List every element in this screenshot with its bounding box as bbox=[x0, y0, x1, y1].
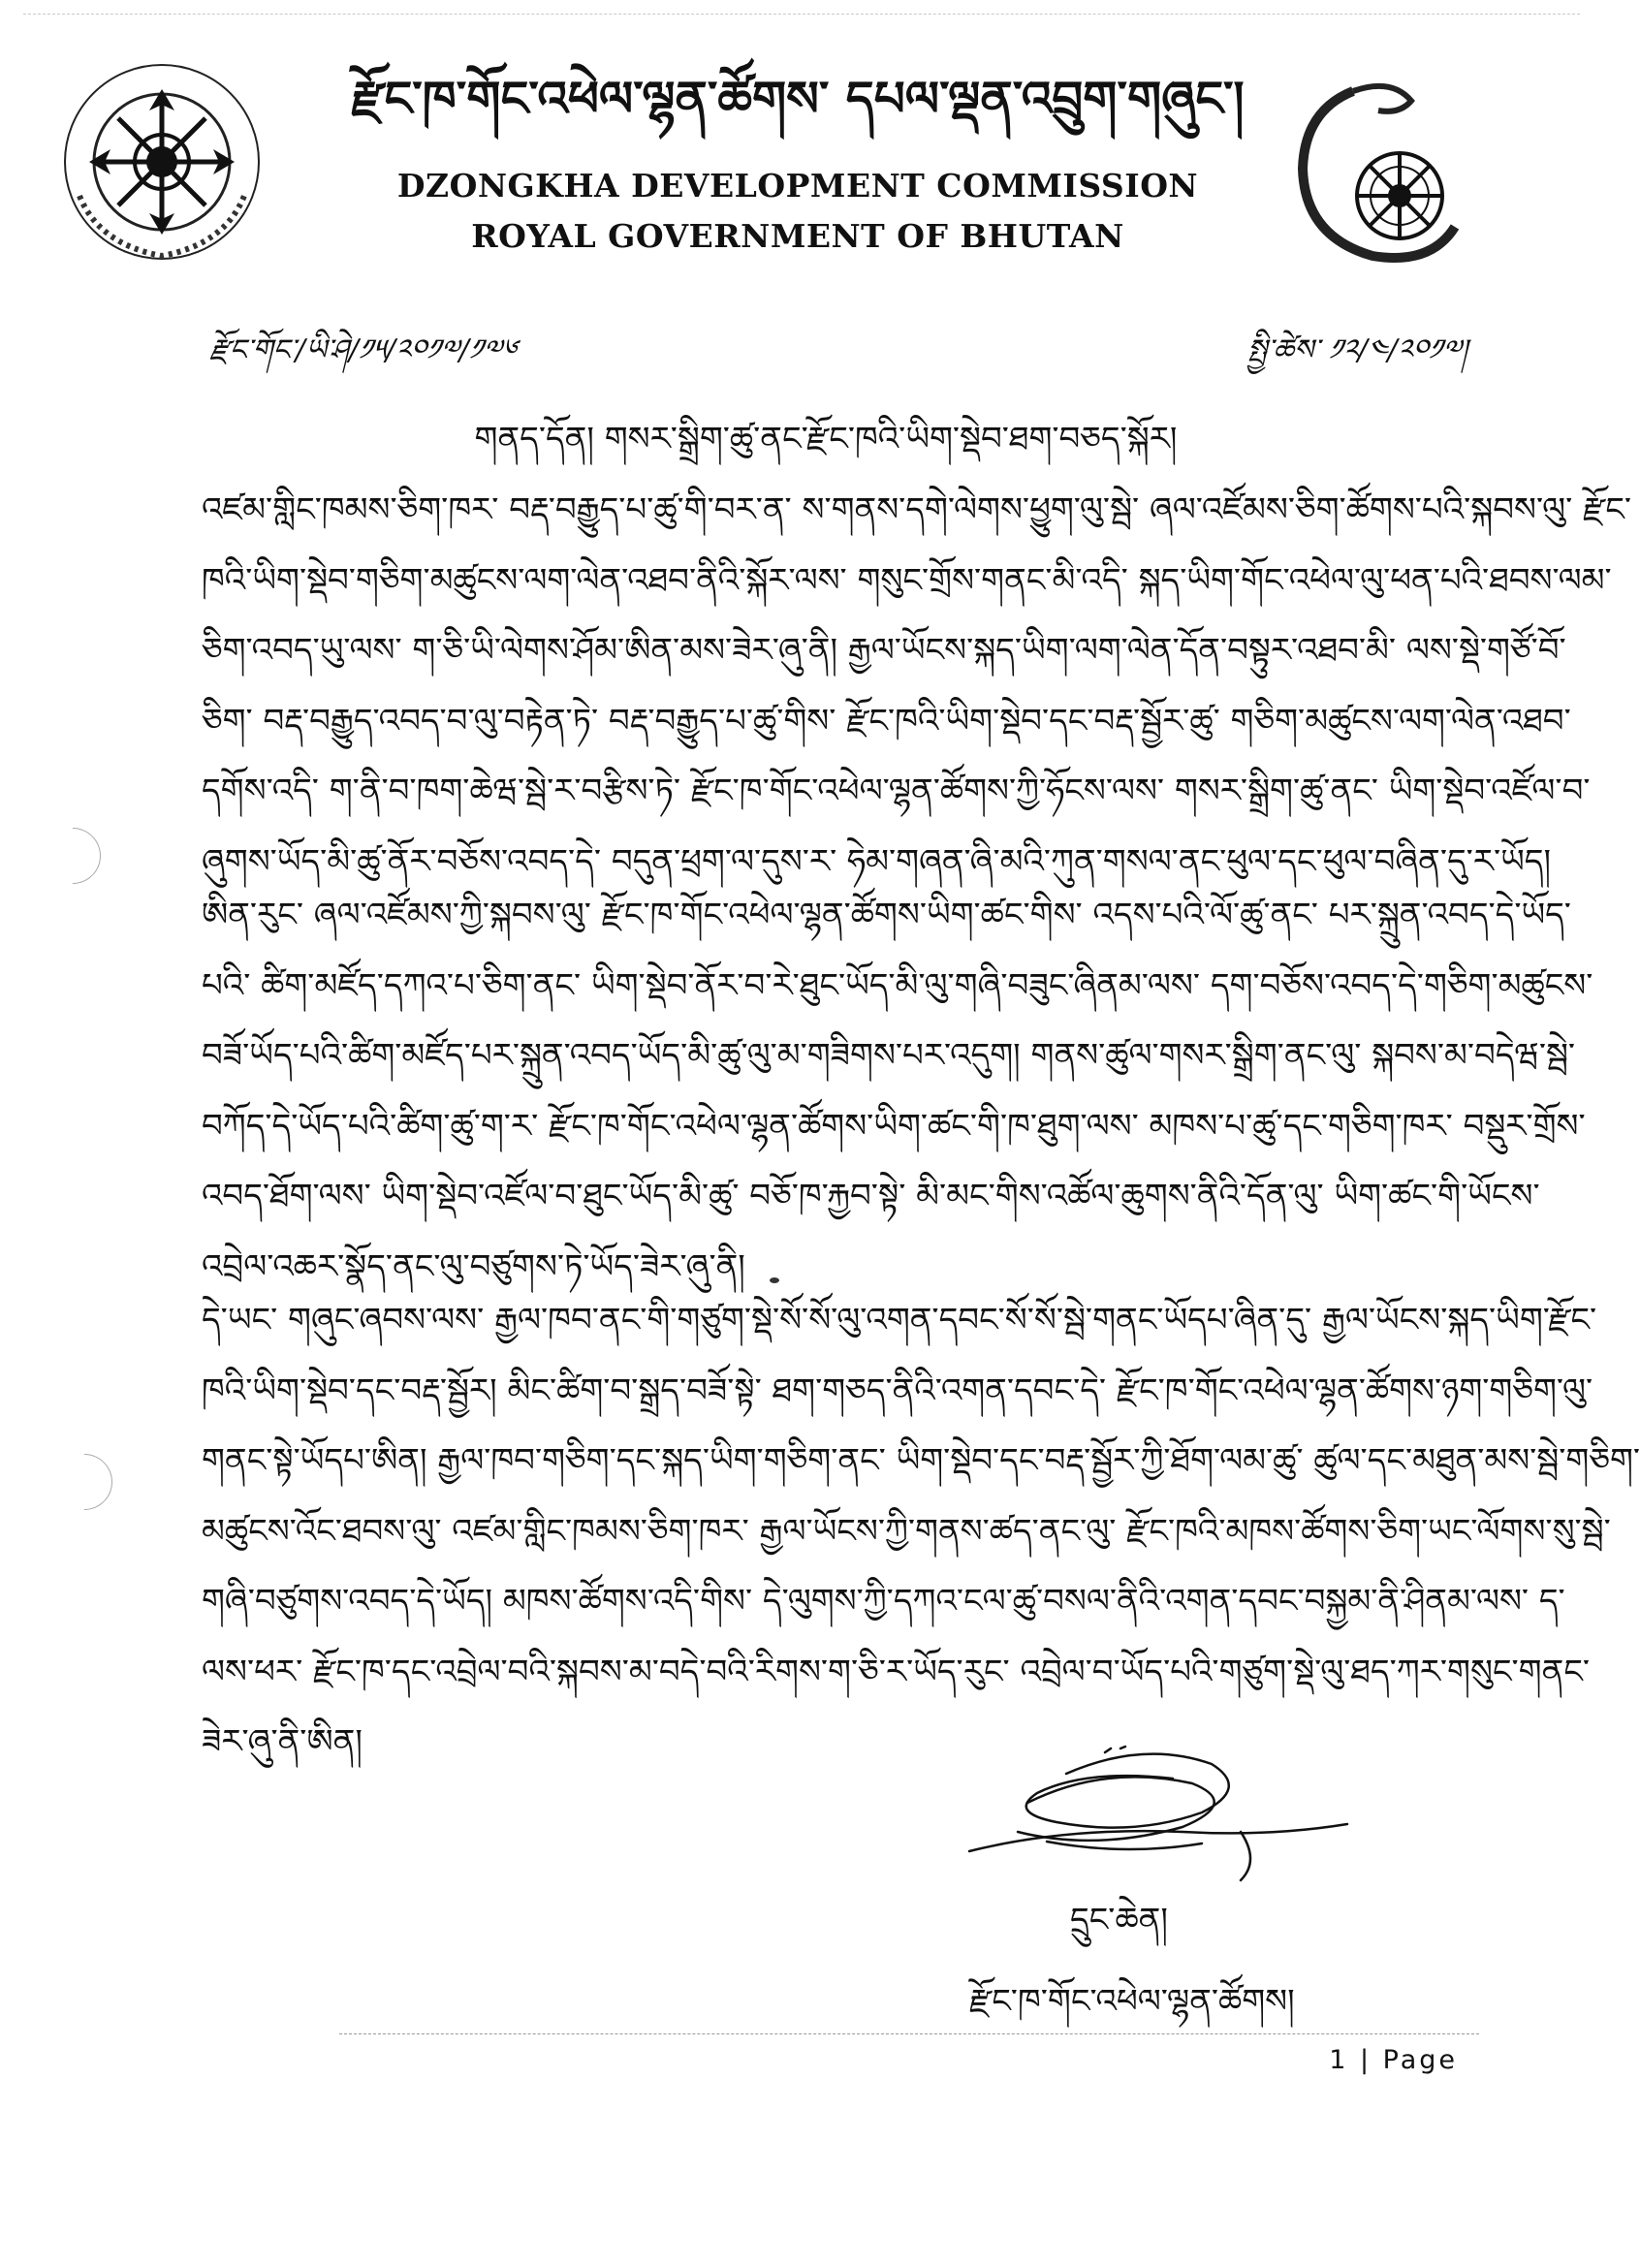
paragraph-line: ཅིག་ བརྡ་བརྒྱུད་འབད་བ་ལུ་བརྟེན་ཏེ་ བརྡ་བརྒྱུད་པ་ཚུ་གིས་ རྫོང་ཁའི་ཡིག་སྡེབ་དང་བརྡ་སྦྱོར་ཚུ་ གཅིག་མཚུངས་ལག་ལེན་འཐབ་ bbox=[202, 701, 1571, 740]
letterhead-org-name: DZONGKHA DEVELOPMENT COMMISSION bbox=[396, 167, 1199, 205]
letter-subject: གནད་དོན། གསར་སྒྲིག་ཚུ་ནང་རྫོང་ཁའི་ཡིག་སྡེབ་ཐག་བཅད་སྐོར། bbox=[474, 420, 1178, 458]
paragraph-line: བཀོད་དེ་ཡོད་པའི་ཚིག་ཚུ་ག་ར་ རྫོང་ཁ་གོང་འཕེལ་ལྷན་ཚོགས་ཡིག་ཚང་གི་ཁ་ཐུག་ལས་ མཁས་པ་ཚུ་དང་གཅིག་ཁར་ བསྡུར་གྲོས་ bbox=[202, 1106, 1586, 1146]
royal-seal-emblem bbox=[60, 60, 264, 264]
paragraph-line: ཁའི་ཡིག་སྡེབ་དང་བརྡ་སྦྱོར། མིང་ཚིག་བ་སྒྲད་བཟོ་སྟེ་ ཐག་གཅད་ནིའི་འགན་དབང་དེ་ རྫོང་ཁ་གོང་འཕེལ་ལྷན་ཚོགས་ཉག་གཅིག་ལུ་ bbox=[202, 1370, 1593, 1410]
footer-dashed-rule bbox=[339, 2033, 1479, 2034]
paragraph-line: གཞི་བཙུགས་འབད་དེ་ཡོད། མཁས་ཚོགས་འདི་གིས་ དེ་ལུགས་ཀྱི་དཀའ་ངལ་ཚུ་བསལ་ནིའི་འགན་དབང་བསྐྱམ་ནི་ཤིནམ་ལས་ ད་ bbox=[202, 1582, 1565, 1621]
paragraph-line: འབད་ཐོག་ལས་ ཡིག་སྡེབ་འཛོལ་བ་ཐུང་ཡོད་མི་ཚུ་ བཅོ་ཁ་རྐྱབ་སྟེ་ མི་མང་གིས་འཚོལ་ཆུགས་ནིའི་དོན་ལུ་ ཡིག་ཚང་གི་ཡོངས་ bbox=[202, 1177, 1540, 1215]
paragraph-line: ཟེར་ཞུ་ནི་ཨིན། bbox=[202, 1722, 363, 1761]
signatory-organization: རྫོང་ཁ་གོང་འཕེལ་ལྷན་ཚོགས། bbox=[969, 1982, 1295, 2021]
paragraph-line: དེ་ཡང་ གཞུང་ཞབས་ལས་ རྒྱལ་ཁབ་ནང་གི་གཙུག་སྡེ་སོ་སོ་ལུ་འགན་དབང་སོ་སོ་སྦེ་གནང་ཡོདཔ་ཞིན་དུ་ རྒྱལ་ཡོངས་སྐད་ཡིག་རྫོང་ bbox=[202, 1301, 1597, 1339]
paragraph-line: ཞུགས་ཡོད་མི་ཚུ་ནོར་བཅོས་འབད་དེ་ བདུན་ཕྲག་ལ་དུས་ར་ ཧེམ་གཞན་ཞི་མའི་ཀུན་གསལ་ནང་ཕུལ་དང་ཕུལ་བཞིན་དུ་ར་ཡོད། bbox=[202, 841, 1552, 881]
paragraph-line: ལས་ཕར་ རྫོང་ཁ་དང་འབྲེལ་བའི་སྐབས་མ་བདེ་བའི་རིགས་ག་ཅི་ར་ཡོད་རུང་ འབྲེལ་བ་ཡོད་པའི་གཙུག་སྡེ་ལུ་ཐད་ཀར་གསུང་གནང་ bbox=[202, 1652, 1591, 1691]
top-dashed-rule bbox=[23, 14, 1580, 15]
dragon-wheel-emblem bbox=[1285, 72, 1467, 269]
paragraph-line: པའི་ ཚིག་མཛོད་དཀའ་པ་ཅིག་ནང་ ཡིག་སྡེབ་ནོར་བ་རེ་ཐུང་ཡོད་མི་ལུ་གཞི་བཟུང་ཞིནམ་ལས་ དག་བཅོས་འབད་དེ་གཅིག་མཚུངས་ bbox=[202, 965, 1593, 1005]
dzongkha-letterhead-title: རྫོང་ཁ་གོང་འཕེལ་ལྷན་ཚོགས་ དཔལ་ལྡན་འབྲུག་གཞུང་། bbox=[351, 70, 1245, 127]
paragraph-line: བཟོ་ཡོད་པའི་ཚིག་མཛོད་པར་སྐྲུན་འབད་ཡོད་མི་ཚུ་ལུ་མ་གཟིགས་པར་འདུག། གནས་ཚུལ་གསར་སྒྲིག་ནང་ལུ་ སྐབས་མ་བདེཝ་སྦེ་ bbox=[202, 1036, 1576, 1075]
paragraph-line: མཚུངས་འོང་ཐབས་ལུ་ འཛམ་གླིང་ཁམས་ཅིག་ཁར་ རྒྱལ་ཡོངས་ཀྱི་གནས་ཚད་ནང་ལུ་ རྫོང་ཁའི་མཁས་ཚོགས་ཅིག་ཡང་ལོགས་སུ་སྦེ་ bbox=[202, 1511, 1611, 1551]
page-number-label: 1 | Page bbox=[1329, 2045, 1458, 2075]
paragraph-line: ཁའི་ཡིག་སྡེབ་གཅིག་མཚུངས་ལག་ལེན་འཐབ་ནིའི་སྐོར་ལས་ གསུང་གྲོས་གནང་མི་འདི་ སྐད་ཡིག་གོང་འཕེལ་ལུ་ཕན་པའི་ཐབས་ལམ་ bbox=[202, 560, 1612, 600]
handwritten-signature bbox=[950, 1735, 1357, 1890]
body-paragraph-3 bbox=[202, 1285, 1640, 1778]
paragraph-line: ཨིན་རུང་ ཞལ་འཛོམས་ཀྱི་སྐབས་ལུ་ རྫོང་ཁ་གོང་འཕེལ་ལྷན་ཚོགས་ཡིག་ཚང་གིས་ འདས་པའི་ལོ་ཚུ་ནང་ པར་སྐྲུན་འབད་དེ་ཡོད་ bbox=[202, 896, 1571, 934]
punch-hole-mark bbox=[45, 1442, 124, 1522]
punch-hole-mark bbox=[33, 816, 112, 896]
paragraph-line: འཛམ་གླིང་ཁམས་ཅིག་ཁར་ བརྡ་བརྒྱུད་པ་ཚུ་གི་བར་ན་ ས་གནས་དགེ་ལེགས་ཕྱུག་ལུ་སྦེ་ ཞལ་འཛོམས་ཅིག་ཚོགས་པའི་སྐབས་ལུ་ རྫོང་ bbox=[202, 490, 1632, 529]
scan-speck bbox=[770, 1277, 779, 1283]
paragraph-line: ཅིག་འབད་ཡུ་ལས་ ག་ཅི་ཡི་ལེགས་ཤོམ་ཨིན་མས་ཟེར་ཞུ་ནི། རྒྱལ་ཡོངས་སྐད་ཡིག་ལག་ལེན་དོན་བསྟུར་འཐབ་མི་ ལས་སྡེ་གཙོ་བོ་ bbox=[202, 631, 1566, 670]
letterhead-government-name: ROYAL GOVERNMENT OF BHUTAN bbox=[471, 217, 1124, 255]
body-paragraph-1 bbox=[202, 475, 1632, 897]
signatory-title: དྲུང་ཆེན། bbox=[1070, 1901, 1168, 1939]
paragraph-line: འབྲེལ་འཆར་སྣོད་ནང་ལུ་བཙུགས་ཏེ་ཡོད་ཟེར་ཞུ་ནི། bbox=[202, 1246, 745, 1286]
reference-number: རྫོང་གོང་/ཡི་ཤེ/༡༥/༢༠༡༧/༡༧༦ bbox=[209, 333, 518, 367]
body-paragraph-2 bbox=[202, 880, 1593, 1302]
paragraph-line: དགོས་འདི་ ག་ནི་བ་ཁག་ཆེཝ་སྦེ་ར་བརྩིས་ཏེ་ རྫོང་ཁ་གོང་འཕེལ་ལྷན་ཚོགས་ཀྱི་ཧོངས་ལས་ གསར་སྒྲིག་ཚུ་ནང་ ཡིག་སྡེབ་འཛོལ་བ་ bbox=[202, 772, 1591, 810]
paragraph-line: གནང་སྟེ་ཡོདཔ་ཨིན། རྒྱལ་ཁབ་གཅིག་དང་སྐད་ཡིག་གཅིག་ནང་ ཡིག་སྡེབ་དང་བརྡ་སྦྱོར་ཀྱི་ཐོག་ལམ་ཚུ་ ཚུལ་དང་མཐུན་མས་སྦེ་གཅིག་ bbox=[202, 1441, 1640, 1480]
letter-date: སྤྱི་ཚེས་ ༡༢/༤/༢༠༡༧། bbox=[1246, 333, 1467, 367]
